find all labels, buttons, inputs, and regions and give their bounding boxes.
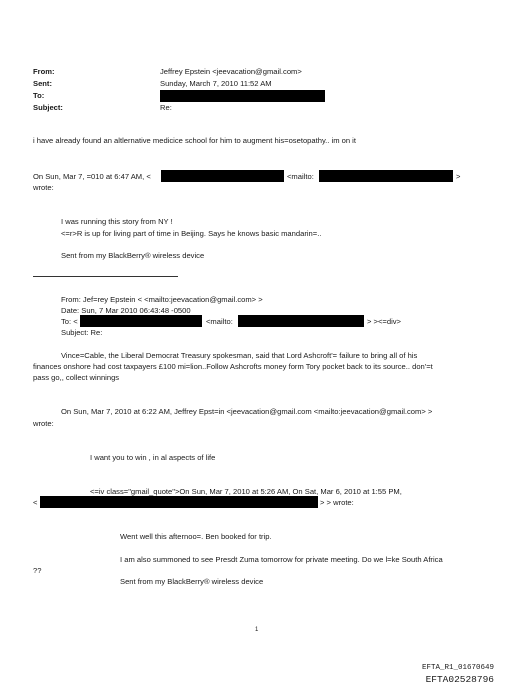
to-label: To: [33,91,45,100]
sent-label: Sent: [33,79,52,88]
lt-symbol: < [33,498,38,507]
quote-header-1: On Sun, Mar 7, =010 at 6:47 AM, < [33,172,151,181]
paragraph-line-1: Vince=Cable, the Liberal Democrat Treasury spokesman, said that Lord Ashcroft'= failure to bring all of his [61,351,418,360]
win-line: I want you to win , in al aspects of life [90,453,216,462]
quote-line-2: <=r>R is up for living part of time in Beijing. Says he knows basic mandarin=.. [61,229,322,238]
mailto-close-1: > [456,172,461,181]
fwd-subject: Subject: Re: [61,328,103,337]
subject-label: Subject: [33,103,63,112]
redaction-to [160,90,325,102]
fwd-to: To: < [61,317,78,326]
sent-value: Sunday, March 7, 2010 11:52 AM [160,79,272,88]
paragraph-line-2: finances onshore had cost taxpayers £100 mi=lion..Follow Ashcrofts money form Tory pocket back to its source.. don'=t [33,362,433,371]
separator-line [33,276,178,277]
blackberry-signature-1: Sent from my BlackBerry® wireless device [61,251,205,260]
redaction-mailto-1 [319,170,453,182]
wrote-2: wrote: [33,419,54,428]
went-line: Went well this afternoo=. Ben booked for trip. [120,532,272,541]
fwd-date: Date: Sun, 7 Mar 2010 06:43:48 -0500 [61,306,191,315]
from-label: From: [33,67,55,76]
redaction-fwd-mailto [238,315,364,327]
paragraph-line-3: pass go,, collect winnings [33,373,120,382]
from-value: Jeffrey Epstein <jeevacation@gmail.com> [160,67,302,76]
footer-id-2: EFTA02528796 [425,674,494,685]
wrote-1: wrote: [33,183,54,192]
wrote-3: > > wrote: [320,498,354,507]
footer-id-1: EFTA_R1_01670649 [421,664,494,672]
redaction-sender-1 [161,170,284,182]
question-marks: ?? [33,566,42,575]
redaction-fwd-to [80,315,202,327]
fwd-mailto: <mailto: [206,317,233,326]
zuma-line: I am also summoned to see Presdt Zuma tomorrow for private meeting. Do we l=ke South Africa [120,555,443,564]
fwd-from: From: Jef=rey Epstein < <mailto:jeevacation@gmail.com> > [61,295,263,304]
mailto-1: <mailto: [287,172,314,181]
blackberry-signature-2: Sent from my BlackBerry® wireless device [120,577,264,586]
quote-line-1: I was running this story from NY ! [61,217,173,226]
page-number: 1 [255,627,259,633]
reply-text: i have already found an altlernative medicice school for him to augment his=osetopathy.. im on it [33,136,356,145]
quote-header-2: On Sun, Mar 7, 2010 at 6:22 AM, Jeffrey Epst=in <jeevacation@gmail.com <mailto:jeevacation@gmail.com> > [61,407,433,416]
gmail-quote-line: <=iv class="gmail_quote">On Sun, Mar 7, 2010 at 5:26 AM, On Sat, Mar 6, 2010 at 1:55 PM, [90,487,402,496]
fwd-div: > ><=div> [367,317,401,326]
subject-value: Re: [160,103,172,112]
redaction-quote-3 [40,496,318,508]
